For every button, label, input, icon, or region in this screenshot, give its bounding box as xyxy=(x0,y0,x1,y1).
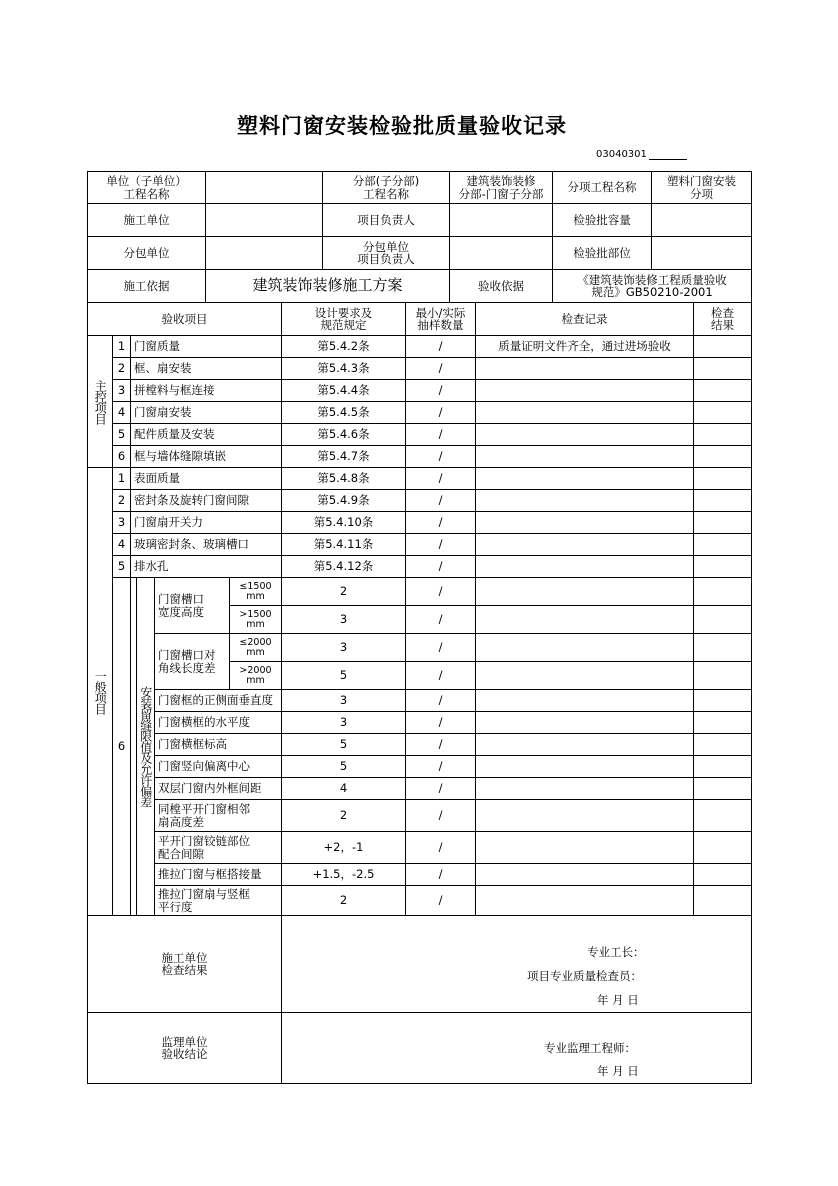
table-row-clause: 第5.4.9条 xyxy=(281,489,406,512)
tolerance-value: 5 xyxy=(281,661,406,690)
contractor-label: 施工单位 xyxy=(87,203,206,237)
table-row-sample: / xyxy=(405,777,476,800)
table-row-result[interactable] xyxy=(693,633,752,662)
table-row-clause: 第5.4.2条 xyxy=(281,335,406,358)
foreman-signature-label: 专业工长： xyxy=(587,945,645,959)
column-header-item: 验收项目 xyxy=(87,302,282,336)
table-row-name: 平开门窗铰链部位 配合间隙 xyxy=(154,831,282,864)
table-row-record[interactable] xyxy=(475,661,694,690)
table-row-clause: 第5.4.4条 xyxy=(281,379,406,402)
table-row-record[interactable] xyxy=(475,423,694,446)
table-row-number: 4 xyxy=(112,533,131,556)
table-row-name: 框与墙体缝隙填嵌 xyxy=(130,445,282,468)
subitem-name-value: 塑料门窗安装 分项 xyxy=(651,171,752,204)
groove-diagonal-label: 门窗槽口对 角线长度差 xyxy=(154,633,230,690)
size-condition: >1500 mm xyxy=(229,605,282,634)
table-row-number: 2 xyxy=(112,489,131,512)
division-name-label: 分部(子分部) 工程名称 xyxy=(322,171,450,204)
subcontractor-value[interactable] xyxy=(205,236,323,270)
table-row-number: 3 xyxy=(112,379,131,402)
column-header-sample: 最小/实际 抽样数量 xyxy=(405,302,476,336)
contractor-value[interactable] xyxy=(205,203,323,237)
tolerance-value: 4 xyxy=(281,777,406,800)
tolerance-value: 3 xyxy=(281,711,406,734)
table-row-sample: / xyxy=(405,511,476,534)
table-row-number: 2 xyxy=(112,357,131,380)
table-row-record[interactable] xyxy=(475,885,694,916)
tolerance-value: 3 xyxy=(281,633,406,662)
table-row-record[interactable] xyxy=(475,357,694,380)
table-row-sample: / xyxy=(405,831,476,864)
table-row-result[interactable] xyxy=(693,885,752,916)
contractor-check-box[interactable] xyxy=(281,915,752,1013)
table-row-record[interactable] xyxy=(475,577,694,606)
construction-basis-value: 建筑装饰装修施工方案 xyxy=(205,269,450,303)
tolerance-value: +2，-1 xyxy=(281,831,406,864)
table-row-result[interactable] xyxy=(693,445,752,468)
table-row-clause: 第5.4.8条 xyxy=(281,467,406,490)
page-title: 塑料门窗安装检验批质量验收记录 xyxy=(237,113,567,138)
table-row-result[interactable] xyxy=(693,863,752,886)
column-header-design: 设计要求及 规范规定 xyxy=(281,302,406,336)
table-row-result[interactable] xyxy=(693,379,752,402)
table-row-record[interactable] xyxy=(475,605,694,634)
table-row-sample: / xyxy=(405,661,476,690)
table-row-result[interactable] xyxy=(693,577,752,606)
size-condition: ≤1500 mm xyxy=(229,577,282,606)
size-condition: ≤2000 mm xyxy=(229,633,282,662)
table-row-record[interactable] xyxy=(475,755,694,778)
table-row-name: 排水孔 xyxy=(130,555,282,578)
table-row-result[interactable] xyxy=(693,555,752,578)
table-row-name: 门窗横框的水平度 xyxy=(154,711,282,734)
table-row-number: 4 xyxy=(112,401,131,424)
table-row-record[interactable] xyxy=(475,379,694,402)
table-row-name: 门窗质量 xyxy=(130,335,282,358)
table-row-result[interactable] xyxy=(693,831,752,864)
table-row-sample: / xyxy=(405,401,476,424)
table-row-clause: 第5.4.12条 xyxy=(281,555,406,578)
table-row-result[interactable] xyxy=(693,799,752,832)
table-row-sample: / xyxy=(405,755,476,778)
tolerance-value: 3 xyxy=(281,605,406,634)
table-row-sample: / xyxy=(405,445,476,468)
table-row-sample: / xyxy=(405,555,476,578)
column-header-result: 检查 结果 xyxy=(693,302,752,336)
form-code-number: 03040301 xyxy=(596,149,647,160)
table-row-name: 密封条及旋转门窗间隙 xyxy=(130,489,282,512)
table-row-name: 双层门窗内外框间距 xyxy=(154,777,282,800)
batch-location-label: 检验批部位 xyxy=(552,236,652,270)
tolerance-value: 2 xyxy=(281,799,406,832)
table-row-name: 门窗框的正侧面垂直度 xyxy=(154,689,282,712)
unit-name-value[interactable] xyxy=(205,171,323,204)
table-row-result[interactable] xyxy=(693,335,752,358)
table-row-name: 表面质量 xyxy=(130,467,282,490)
table-row-record[interactable] xyxy=(475,401,694,424)
tolerance-value: 2 xyxy=(281,885,406,916)
subcontractor-label: 分包单位 xyxy=(87,236,206,270)
table-row-result[interactable] xyxy=(693,511,752,534)
table-row-number: 5 xyxy=(112,555,131,578)
table-row-result[interactable] xyxy=(693,401,752,424)
acceptance-basis-label: 验收依据 xyxy=(449,269,553,303)
batch-capacity-value[interactable] xyxy=(651,203,752,237)
supervisor-date-label: 年 月 日 xyxy=(597,1064,639,1078)
table-row-result[interactable] xyxy=(693,733,752,756)
table-row-record[interactable] xyxy=(475,445,694,468)
tolerance-number: 6 xyxy=(112,577,131,916)
table-row-result[interactable] xyxy=(693,689,752,712)
table-row-result[interactable] xyxy=(693,777,752,800)
table-row-result[interactable] xyxy=(693,605,752,634)
tolerance-value: 5 xyxy=(281,755,406,778)
batch-location-value[interactable] xyxy=(651,236,752,270)
table-row-name: 门窗扇安装 xyxy=(130,401,282,424)
table-row-clause: 第5.4.3条 xyxy=(281,357,406,380)
general-items-group-label: 一般项目 xyxy=(87,467,113,916)
table-row-number: 3 xyxy=(112,511,131,534)
table-row-sample: / xyxy=(405,379,476,402)
engineer-signature-label: 专业监理工程师： xyxy=(544,1041,636,1055)
table-row-sample: / xyxy=(405,489,476,512)
table-row-record[interactable]: 质量证明文件齐全，通过进场验收 xyxy=(475,335,694,358)
table-row-clause: 第5.4.11条 xyxy=(281,533,406,556)
table-row-name: 门窗竖向偏离中心 xyxy=(154,755,282,778)
table-row-name: 门窗横框标高 xyxy=(154,733,282,756)
table-row-sample: / xyxy=(405,357,476,380)
construction-basis-label: 施工依据 xyxy=(87,269,206,303)
inspector-signature-label: 项目专业质量检查员： xyxy=(527,969,642,983)
table-row-record[interactable] xyxy=(475,555,694,578)
table-row-name: 配件质量及安装 xyxy=(130,423,282,446)
table-row-sample: / xyxy=(405,885,476,916)
table-row-name: 同樘平开门窗相邻 扇高度差 xyxy=(154,799,282,832)
table-row-result[interactable] xyxy=(693,755,752,778)
project-manager-label: 项目负责人 xyxy=(322,203,450,237)
table-row-sample: / xyxy=(405,577,476,606)
batch-capacity-label: 检验批容量 xyxy=(552,203,652,237)
form-code-underline xyxy=(649,149,687,160)
table-row-result[interactable] xyxy=(693,661,752,690)
table-row-sample: / xyxy=(405,423,476,446)
table-row-record[interactable] xyxy=(475,711,694,734)
table-row-record[interactable] xyxy=(475,467,694,490)
table-row-record[interactable] xyxy=(475,633,694,662)
division-name-value: 建筑装饰装修 分部-门窗子分部 xyxy=(449,171,553,204)
table-row-clause: 第5.4.5条 xyxy=(281,401,406,424)
table-row-number: 6 xyxy=(112,445,131,468)
table-row-sample: / xyxy=(405,533,476,556)
table-row-record[interactable] xyxy=(475,533,694,556)
unit-name-label: 单位（子单位） 工程名称 xyxy=(87,171,206,204)
table-row-clause: 第5.4.6条 xyxy=(281,423,406,446)
acceptance-basis-value: 《建筑装饰装修工程质量验收 规范》GB50210-2001 xyxy=(552,269,752,303)
table-row-number: 5 xyxy=(112,423,131,446)
tolerance-value: 5 xyxy=(281,733,406,756)
table-row-result[interactable] xyxy=(693,533,752,556)
table-row-sample: / xyxy=(405,633,476,662)
table-row-result[interactable] xyxy=(693,467,752,490)
tolerance-group-label: 安装留缝限值及允许偏差 xyxy=(136,577,155,916)
table-row-sample: / xyxy=(405,467,476,490)
contractor-date-label: 年 月 日 xyxy=(597,993,639,1007)
table-row-name: 推拉门窗扇与竖框 平行度 xyxy=(154,885,282,916)
table-row-record[interactable] xyxy=(475,511,694,534)
table-row-result[interactable] xyxy=(693,711,752,734)
supervisor-check-box[interactable] xyxy=(281,1012,752,1084)
table-row-record[interactable] xyxy=(475,689,694,712)
table-row-name: 拼樘料与框连接 xyxy=(130,379,282,402)
table-row-name: 门窗扇开关力 xyxy=(130,511,282,534)
tolerance-value: +1.5，-2.5 xyxy=(281,863,406,886)
table-row-result[interactable] xyxy=(693,357,752,380)
table-row-sample: / xyxy=(405,711,476,734)
size-condition: >2000 mm xyxy=(229,661,282,690)
table-row-sample: / xyxy=(405,605,476,634)
tolerance-value: 3 xyxy=(281,689,406,712)
tolerance-value: 2 xyxy=(281,577,406,606)
groove-width-label: 门窗槽口 宽度高度 xyxy=(154,577,230,634)
table-row-name: 玻璃密封条、玻璃槽口 xyxy=(130,533,282,556)
supervisor-check-label: 监理单位 验收结论 xyxy=(87,1012,282,1084)
table-row-clause: 第5.4.7条 xyxy=(281,445,406,468)
subitem-name-label: 分项工程名称 xyxy=(552,171,652,204)
table-row-record[interactable] xyxy=(475,489,694,512)
table-row-number: 1 xyxy=(112,335,131,358)
table-row-name: 推拉门窗与框搭接量 xyxy=(154,863,282,886)
contractor-check-label: 施工单位 检查结果 xyxy=(87,915,282,1013)
table-row-record[interactable] xyxy=(475,799,694,832)
table-row-record[interactable] xyxy=(475,777,694,800)
sub-pm-value[interactable] xyxy=(449,236,553,270)
table-row-sample: / xyxy=(405,335,476,358)
main-items-group-label: 主控项目 xyxy=(87,335,113,468)
table-row-result[interactable] xyxy=(693,489,752,512)
sub-pm-label: 分包单位 项目负责人 xyxy=(322,236,450,270)
table-row-record[interactable] xyxy=(475,733,694,756)
table-row-sample: / xyxy=(405,863,476,886)
table-row-sample: / xyxy=(405,799,476,832)
table-row-sample: / xyxy=(405,733,476,756)
table-row-record[interactable] xyxy=(475,863,694,886)
project-manager-value[interactable] xyxy=(449,203,553,237)
form-code xyxy=(596,149,687,160)
table-row-number: 1 xyxy=(112,467,131,490)
table-row-sample: / xyxy=(405,689,476,712)
table-row-record[interactable] xyxy=(475,831,694,864)
table-row-result[interactable] xyxy=(693,423,752,446)
table-row-clause: 第5.4.10条 xyxy=(281,511,406,534)
table-row-name: 框、扇安装 xyxy=(130,357,282,380)
column-header-record: 检查记录 xyxy=(475,302,694,336)
